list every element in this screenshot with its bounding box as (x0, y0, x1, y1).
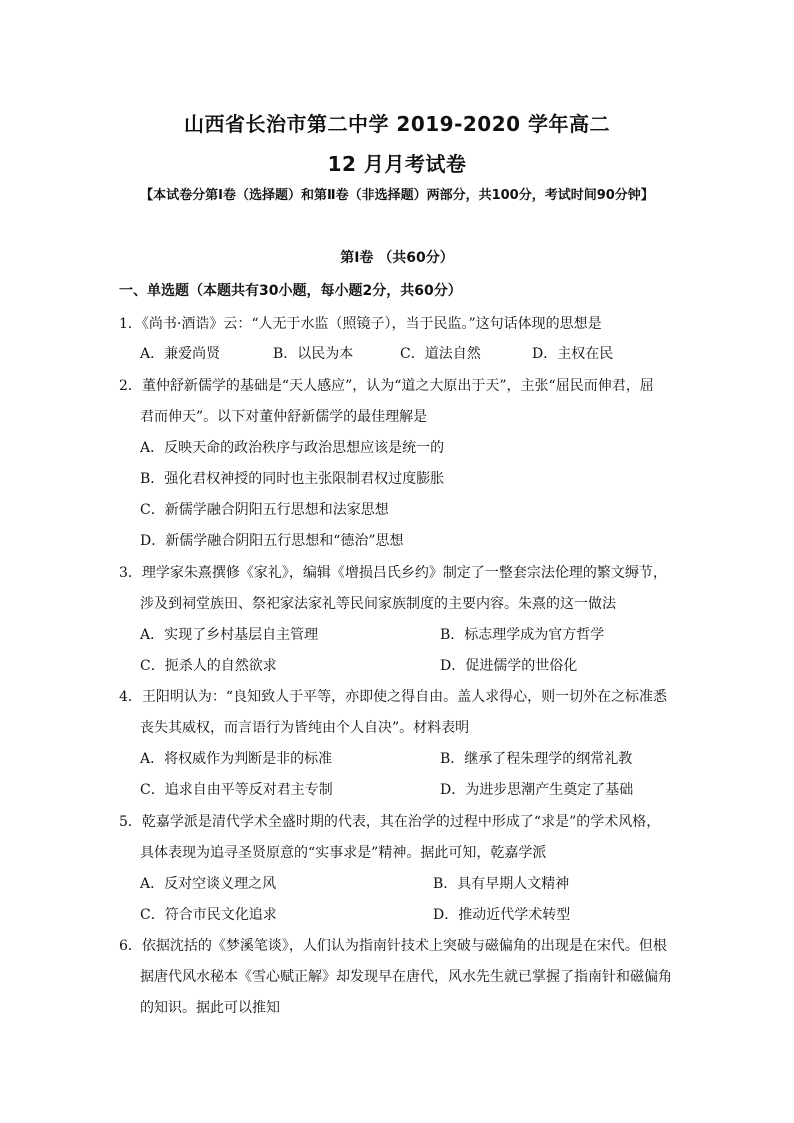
question-4-stem-cont: 丧失其威权，而言语行为皆纯由个人自决”。材料表明 (140, 720, 470, 736)
question-5-stem: 5．乾嘉学派是清代学术全盛时期的代表，其在治学的过程中形成了“求是”的学术风格， (119, 814, 661, 830)
question-1-option-c: C．道法自然 (400, 346, 481, 362)
question-5-option-d: D．推动近代学术转型 (433, 907, 571, 923)
question-1-option-b: B．以民为本 (273, 346, 354, 362)
question-4-stem: 4．王阳明认为：“良知致人于平等，亦即使之得自由。盖人求得心，则一切外在之标准悉 (119, 689, 668, 705)
question-3-option-c: C．扼杀人的自然欲求 (140, 658, 277, 674)
question-2-stem: 2．董仲舒新儒学的基础是“天人感应”，认为“道之大原出于天”，主张“屈民而伸君，屈 (119, 378, 654, 394)
question-4-option-c: C．追求自由平等反对君主专制 (140, 782, 333, 798)
question-1-option-a: A．兼爱尚贤 (140, 346, 221, 362)
exam-title: 山西省长治市第二中学 2019-2020 学年高二 (183, 112, 611, 136)
question-4-option-a: A．将权威作为判断是非的标准 (140, 751, 333, 767)
question-3-stem: 3．理学家朱熹撰修《家礼》，编辑《增损吕氏乡约》制定了一整套宗法伦理的繁文缛节， (119, 565, 667, 581)
question-3-option-b: B．标志理学成为官方哲学 (440, 627, 605, 643)
question-5-option-b: B．具有早期人文精神 (433, 876, 570, 892)
exam-instructions: 【本试卷分第Ⅰ卷（选择题）和第Ⅱ卷（非选择题）两部分，共100分，考试时间90分钟】 (140, 188, 654, 203)
question-5-stem-cont: 具体表现为追寻圣贤原意的“实事求是”精神。据此可知，乾嘉学派 (140, 845, 547, 861)
section-title: 一、单选题（本题共有30小题，每小题2分，共60分） (119, 283, 462, 299)
question-3-option-d: D．促进儒学的世俗化 (440, 658, 578, 674)
question-6-stem: 6．依据沈括的《梦溪笔谈》，人们认为指南针技术上突破与磁偏角的出现是在宋代。但根 (119, 938, 667, 954)
question-2-option-a: A．反映天命的政治秩序与政治思想应该是统一的 (140, 440, 445, 456)
question-4-option-d: D．为进步思潮产生奠定了基础 (440, 782, 634, 798)
question-5-option-a: A．反对空谈义理之风 (140, 876, 277, 892)
question-2-option-d: D．新儒学融合阴阳五行思想和“德治”思想 (140, 533, 404, 549)
question-2-option-b: B．强化君权神授的同时也主张限制君权过度膨胀 (140, 471, 445, 487)
question-1-option-d: D．主权在民 (532, 346, 614, 362)
question-3-stem-cont: 涉及到祠堂族田、祭祀家法家礼等民间家族制度的主要内容。朱熹的这一做法 (140, 596, 616, 612)
exam-subtitle: 12 月月考试卷 (327, 152, 467, 176)
question-3-option-a: A．实现了乡村基层自主管理 (140, 627, 319, 643)
question-2-stem-cont: 君而伸天”。以下对董仲舒新儒学的最佳理解是 (140, 409, 428, 425)
question-4-option-b: B．继承了程朱理学的纲常礼教 (440, 751, 633, 767)
part-title: 第Ⅰ卷 （共60分） (340, 250, 454, 266)
question-2-option-c: C．新儒学融合阴阳五行思想和法家思想 (140, 502, 389, 518)
question-6-stem-cont-2: 的知识。据此可以推知 (140, 1000, 280, 1016)
question-1-stem: 1．《尚书·酒诰》云：“人无于水监（照镜子），当于民监。”这句话体现的思想是 (119, 316, 602, 332)
question-5-option-c: C．符合市民文化追求 (140, 907, 277, 923)
question-6-stem-cont: 据唐代风水秘本《雪心赋正解》却发现早在唐代，风水先生就已掌握了指南针和磁偏角 (140, 969, 672, 985)
